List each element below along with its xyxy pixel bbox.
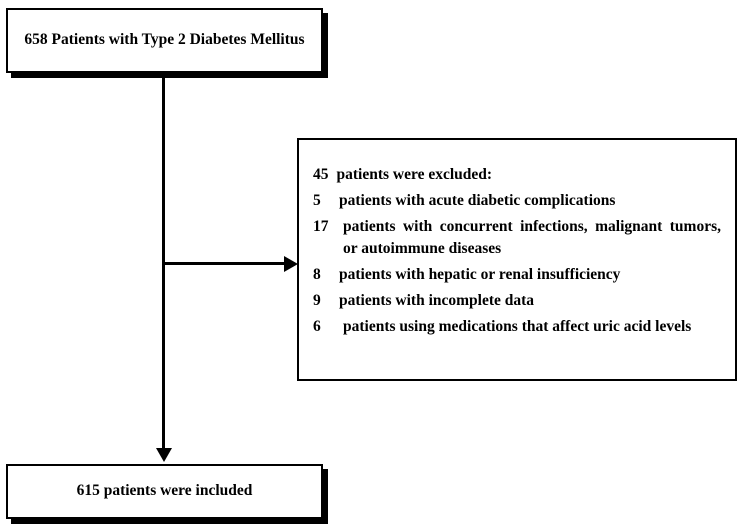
excluded-item-label: patients using medications that affect uric acid levels	[343, 318, 692, 335]
excluded-item-count: 6	[313, 318, 321, 335]
excluded-item-count: 17	[313, 218, 329, 235]
excluded-item-count: 5	[313, 192, 321, 209]
top-box	[6, 8, 323, 73]
excluded-item-label: patients with incomplete data	[339, 292, 535, 309]
top-box-label: 658 Patients with Type 2 Diabetes Mellitus	[24, 31, 305, 49]
excluded-title-text: patients were excluded:	[336, 166, 493, 183]
arrowhead-down-icon	[156, 448, 172, 462]
excluded-item-label: patients with concurrent infections, malignant tumors, or autoimmune diseases	[343, 218, 721, 257]
excluded-total-count: 45	[313, 166, 329, 183]
bottom-box-label: 615 patients were included	[76, 482, 253, 500]
connector-horizontal	[162, 262, 286, 265]
excluded-item	[313, 190, 721, 212]
excluded-item	[313, 290, 721, 312]
excluded-title	[313, 166, 721, 184]
excluded-item-label: patients with hepatic or renal insufficiency	[339, 266, 621, 283]
excluded-item	[313, 316, 721, 338]
excluded-item-label: patients with acute diabetic complications	[339, 192, 616, 209]
arrowhead-right-icon	[284, 256, 298, 272]
excluded-item	[313, 216, 721, 260]
excluded-item	[313, 264, 721, 286]
excluded-box	[297, 138, 737, 381]
bottom-box	[6, 464, 323, 519]
excluded-item-count: 8	[313, 266, 321, 283]
excluded-item-count: 9	[313, 292, 321, 309]
